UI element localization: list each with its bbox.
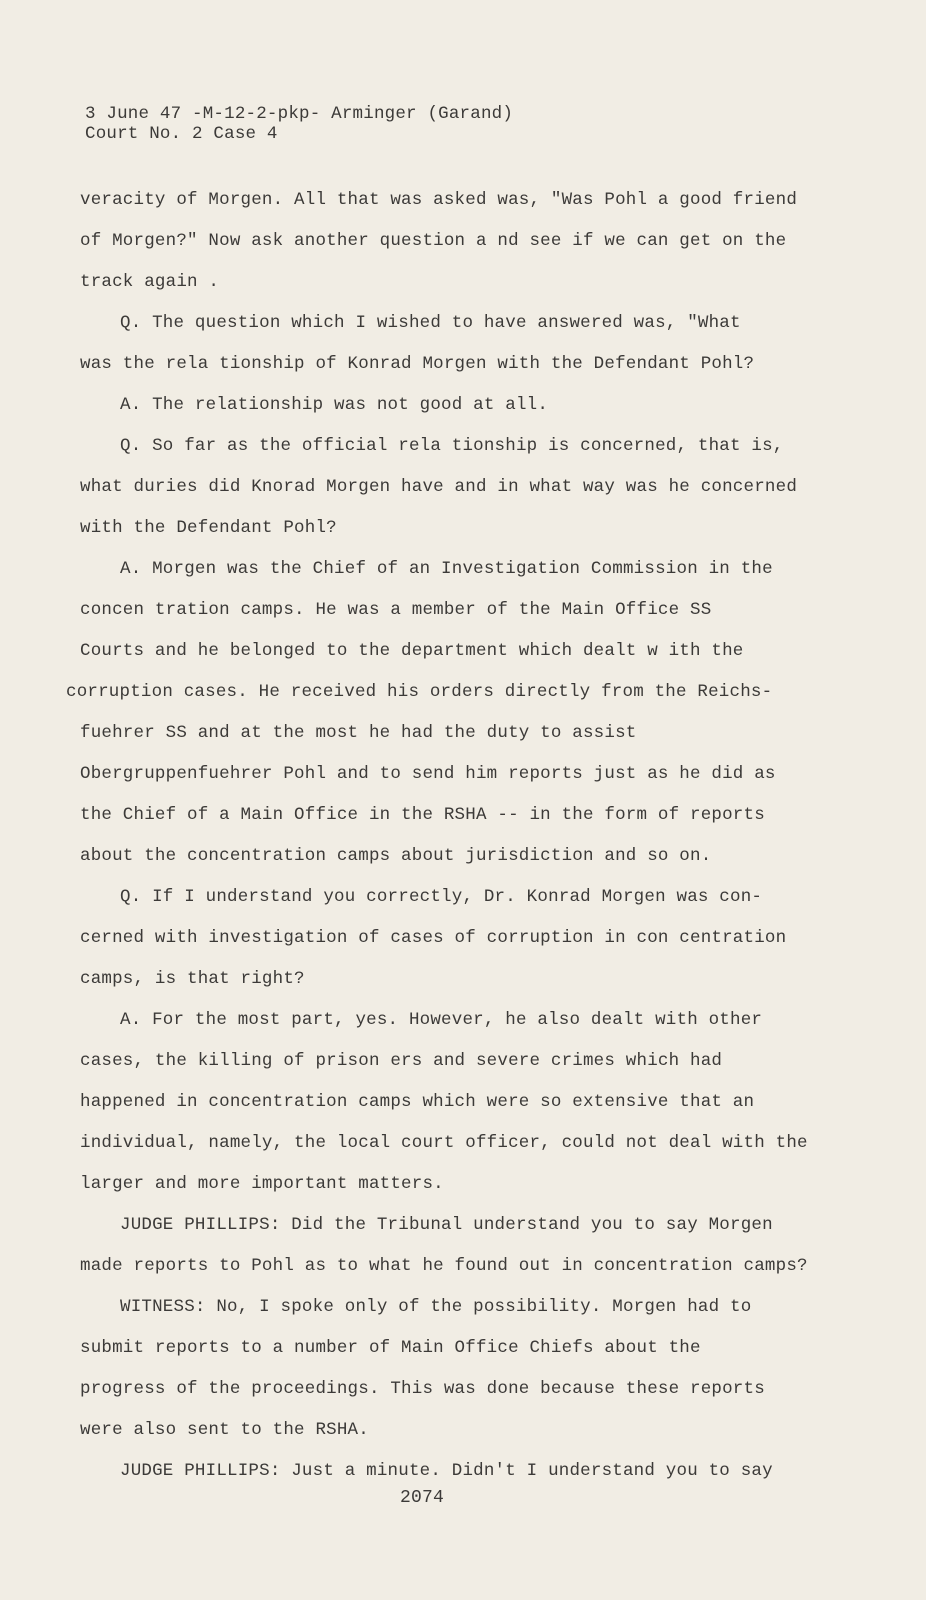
body-line: concen tration camps. He was a member of the Main Office SS: [80, 600, 712, 620]
body-line: A. The relationship was not good at all.: [120, 395, 549, 415]
body-line: WITNESS: No, I spoke only of the possibility. Morgen had to: [120, 1297, 752, 1317]
body-line: Obergruppenfuehrer Pohl and to send him reports just as he did as: [80, 764, 776, 784]
body-line: JUDGE PHILLIPS: Just a minute. Didn't I understand you to say: [120, 1461, 773, 1481]
body-line: corruption cases. He received his orders directly from the Reichs-: [66, 682, 773, 702]
body-line: Q. So far as the official rela tionship is concerned, that is,: [120, 436, 784, 456]
body-line: progress of the proceedings. This was done because these reports: [80, 1379, 765, 1399]
body-line: veracity of Morgen. All that was asked was, "Was Pohl a good friend: [80, 190, 798, 210]
body-line: Courts and he belonged to the department which dealt w ith the: [80, 641, 744, 661]
body-line: Q. If I understand you correctly, Dr. Konrad Morgen was con-: [120, 887, 763, 907]
body-line: made reports to Pohl as to what he found out in concentration camps?: [80, 1256, 808, 1276]
body-line: track again .: [80, 272, 220, 292]
body-line: fuehrer SS and at the most he had the duty to assist: [80, 723, 637, 743]
body-line: larger and more important matters.: [80, 1174, 444, 1194]
body-line: cerned with investigation of cases of corruption in con centration: [80, 928, 787, 948]
body-line: cases, the killing of prison ers and severe crimes which had: [80, 1051, 723, 1071]
body-line: Q. The question which I wished to have answered was, "What: [120, 313, 741, 333]
body-line: camps, is that right?: [80, 969, 305, 989]
body-line: JUDGE PHILLIPS: Did the Tribunal understand you to say Morgen: [120, 1215, 773, 1235]
header-date-line: 3 June 47 -M-12-2-pkp- Arminger (Garand): [85, 104, 514, 124]
body-line: about the concentration camps about jurisdiction and so on.: [80, 846, 712, 866]
body-line: of Morgen?" Now ask another question a nd see if we can get on the: [80, 231, 787, 251]
body-line: the Chief of a Main Office in the RSHA -- in the form of reports: [80, 805, 765, 825]
body-line: A. For the most part, yes. However, he also dealt with other: [120, 1010, 763, 1030]
body-line: were also sent to the RSHA.: [80, 1420, 369, 1440]
body-line: A. Morgen was the Chief of an Investigation Commission in the: [120, 559, 773, 579]
body-line: was the rela tionship of Konrad Morgen with the Defendant Pohl?: [80, 354, 755, 374]
body-line: submit reports to a number of Main Office Chiefs about the: [80, 1338, 701, 1358]
body-line: what duries did Knorad Morgen have and in what way was he concerned: [80, 477, 798, 497]
page-number: 2074: [400, 1488, 445, 1508]
body-line: with the Defendant Pohl?: [80, 518, 337, 538]
header-court-line: Court No. 2 Case 4: [85, 124, 278, 144]
body-line: happened in concentration camps which were so extensive that an: [80, 1092, 755, 1112]
body-line: individual, namely, the local court officer, could not deal with the: [80, 1133, 808, 1153]
